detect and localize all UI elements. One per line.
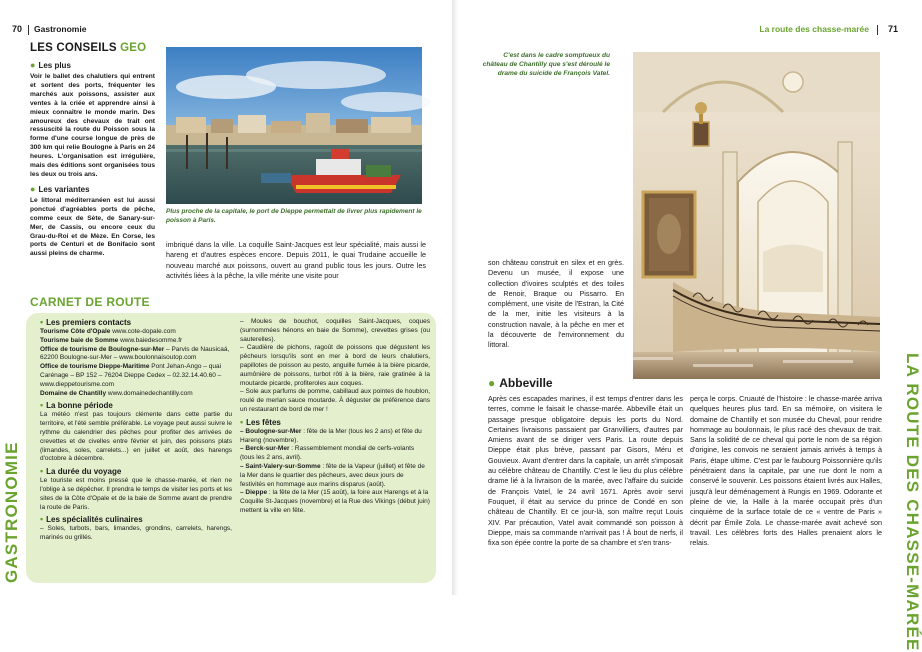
duree-heading-text: La durée du voyage — [46, 467, 122, 477]
fete-item — [240, 463, 430, 489]
carnet-de-route-box — [26, 313, 436, 583]
contact-details: www.baiedesomme.fr — [118, 336, 183, 344]
bullet-dot-icon: ● — [30, 60, 36, 70]
contacts-heading-text: Les premiers contacts — [46, 318, 132, 327]
plus-heading-text: Les plus — [38, 61, 71, 70]
specialite-item: – Caudière de pichons, ragoût de poissons que dégustent les pêcheurs lorsqu'ils sont en mer à bord de leurs chalutiers, papillotes de poisson au pesto, anguille fumée à la bière picarde, aumônière de poissons, turbot rôti à la bière, raie gratinée à la moutarde picarde, profiteroles aux coques. — [240, 344, 430, 387]
fete-town: – Saint-Valery-sur-Somme — [240, 462, 321, 470]
fete-town: – Boulogne-sur-Mer — [240, 427, 302, 435]
bullet-dot-icon: ● — [488, 376, 496, 390]
body-text-right-top: son château construit en silex et en grès. Devenu un musée, il expose une collection d'ivoires sculptés et des toiles de Renoir, Braque ou Pissarro. En complément, une visite de l'Estran, la Cité de la mer, initie les visiteurs à la construction navale, à la pêche en mer et la découverte de l'environnement du littoral. — [488, 258, 624, 350]
periode-heading-text: La bonne période — [46, 401, 113, 411]
side-label-route: LA ROUTE DES CHASSE-MARÉE — [903, 353, 922, 652]
carnet-column-1 — [40, 317, 232, 543]
header-divider — [877, 25, 878, 35]
fete-details: : Rassemblement mondial de cerfs-volants (tous les 2 ans, avril). — [240, 445, 415, 462]
left-section-name: Gastronomie — [34, 24, 87, 34]
right-section-name: La route des chasse-marée — [759, 24, 869, 34]
contact-details: Pont Jehan-Ango – quai Carénage – BP 152 – 76204 Dieppe Cedex – 02.32.14.40.60 – www.dieppetourisme.com — [40, 363, 222, 388]
contacts-heading — [40, 317, 232, 328]
contact-details: – Parvis de Nausicaá, 62200 Boulogne-sur-Mer – www.boulonnaisoutop.com — [40, 345, 230, 362]
dieppe-photo-caption: Plus proche de la capitale, le port de Dieppe permettait de livrer plus rapidement le poisson à Paris. — [166, 208, 422, 224]
plus-text: Voir le ballet des chalutiers qui entrent et sortent des ports, fréquenter les marchés aux poissons, assister aux ventes à la criée et apprendre ainsi à mieux connaître le monde marin. Des amoureux des chevaux de trait ont ressuscité la route du Poisson sous la forme d'une course longue de près de 300 km qui relie Boulogne à Paris en 24 heures. L'organisation est irrégulière, mais des éditions sont organisées tous les deux ou trois ans. — [30, 73, 155, 178]
bullet-dot-icon: • — [40, 400, 44, 411]
carnet-title: CARNET DE ROUTE — [30, 295, 150, 309]
contact-item — [40, 328, 232, 337]
duree-text: Le touriste est moins pressé que le chasse-marée, et rien ne l'oblige à se dépêcher. Il prendra le temps de visiter les ports et les sites de la Côte d'Opale et de la baie de Somme avant de prendre la route de Paris. — [40, 477, 232, 511]
contact-name: Domaine de Chantilly — [40, 389, 107, 397]
carnet-column-2 — [240, 318, 430, 516]
fete-town: – Berck-sur-Mer — [240, 445, 290, 453]
plus-heading — [30, 60, 155, 71]
bullet-dot-icon: ● — [30, 183, 36, 194]
abbeville-heading-text: Abbeville — [499, 376, 553, 390]
contact-name: Tourisme Côte d'Opale — [40, 328, 111, 335]
fetes-heading-text: Les fêtes — [246, 417, 281, 427]
right-page-header — [759, 22, 898, 36]
fete-item — [240, 428, 430, 446]
contact-details: www.domainedechantilly.com — [106, 389, 193, 397]
contact-item — [40, 363, 232, 389]
abbeville-heading — [488, 376, 553, 390]
abbeville-text-col1: Après ces escapades marines, il est temps d'entrer dans les terres, comme le faisait le chasse-marée. Abbeville était un passage presque obligatoire depuis les ports du Nord. Certaines livraisons passaient par Granvilliers, d'autres par Amiens avant de se diriger vers Paris. La route depuis Dieppe était plus brève, passant par Gisors, Méru et Gouvieux. Avant d'entrer dans la capitale, un arrêt s'imposait au célèbre château de Chantilly. C'est le lieu du plus célèbre drame lié à la livraison de la marée, avec l'affaire du suicide de François Vatel, le 24 avril 1671. Après avoir servi Fouquet, il était au service du prince de Condé en son château de Chantilly. Et ce jour-là, son maître reçut Louis XIV. Par précaution, Vatel avait commandé son poisson à Dieppe, mais sa commande n'arrivait pas ! À bout de nerfs, il fixa son épée contre la porte de sa chambre et s'en trans- — [488, 394, 683, 548]
dieppe-port-illustration — [166, 47, 422, 204]
conseils-title-geo: GEO — [120, 42, 147, 54]
left-page-header — [12, 22, 86, 36]
specialite-item: – Sole aux parfums de pomme, cabillaud aux pointes de houblon, roulé de merlan sauce moutarde. À déguster de préférence dans un restaurant de bord de mer ! — [240, 388, 430, 413]
duree-heading — [40, 466, 232, 477]
abbeville-text-col2: perça le corps. Cruauté de l'histoire : le chasse-marée arriva quelques heures plus tard. En sa mémoire, on visitera le domaine de Chantilly et son musée du Cheval, pour rendre hommage au boulonnais, le plus racé des chevaux de trait. Sans la solidité de ce cheval qui porte le nom de sa région d'origine, les convois ne seraient jamais arrivés à temps à Paris, étape ultime. C'est par le faubourg Poissonnière qu'ils pénétraient dans la capitale, par une rue dont le nom a conservé le souvenir. Les poissons étaient livrés aux Halles, jusqu'à leur déménagement à Rungis en 1969. Odorante et pleine de vie, la Halle à la marée occupait près d'un cinquième de la surface totale de ce « ventre de Paris » décrit par Émile Zola. Le chasse-marée avait achevé son travail. Les célèbres forts des Halles prenaient alors le relais. — [690, 394, 882, 548]
chantilly-interior-illustration — [633, 52, 880, 379]
chantilly-chateau-photo — [633, 52, 880, 379]
body-text-left: imbriqué dans la ville. La coquille Saint-Jacques est leur spécialité, mais aussi le hareng et d'autres espèces encore. Depuis 2011, le quai Trudaine accueille le nouveau marché aux poissons, ouvert au grand public tous les jours. Outre les activités liées à la pêche, la ville mérite une visite pour — [166, 240, 426, 280]
conseils-title — [30, 42, 146, 54]
variantes-heading — [30, 184, 155, 195]
bullet-dot-icon: • — [40, 514, 44, 525]
fete-details: : la fête de la Mer (15 août), la foire aux Harengs et à la Coquille St-Jacques (novembre) et la Rue des Vikings (début juin) mettent la ville en fête. — [240, 489, 430, 514]
specialites-heading-text: Les spécialités culinaires — [46, 515, 143, 525]
bullet-dot-icon: • — [40, 317, 44, 327]
side-label-gastronomie: GASTRONOMIE — [2, 441, 21, 583]
page-gutter — [452, 0, 458, 595]
specialite-item: – Moules de bouchot, coquilles Saint-Jacques, coques (surnommées hénons en baie de Somme), crevettes grises (ou sauterelles). — [240, 318, 430, 343]
contact-item — [40, 337, 232, 346]
contact-name: Office de tourisme Dieppe-Maritime — [40, 363, 150, 371]
fete-town: – Dieppe — [240, 489, 268, 497]
fete-details: : fête de la Mer (tous les 2 ans) et fête du Hareng (novembre). — [240, 427, 422, 444]
bullet-dot-icon: • — [40, 466, 44, 477]
variantes-heading-text: Les variantes — [38, 184, 90, 194]
contact-item — [40, 390, 232, 399]
contact-details: www.cote-dopale.com — [110, 328, 176, 335]
fete-details: : fête de la Vapeur (juillet) et fête de la Mer dans le quartier des pêcheurs, avec deux jours de festivités en hommage aux marins disparus (août). — [240, 462, 425, 488]
conseils-title-text: LES CONSEILS — [30, 42, 121, 54]
contact-name: Tourisme baie de Somme — [40, 336, 119, 344]
header-divider — [28, 25, 29, 35]
dieppe-port-photo — [166, 47, 422, 204]
periode-heading — [40, 400, 232, 411]
left-page-number: 70 — [12, 24, 23, 34]
specialite-item: – Soles, turbots, bars, limandes, grondins, carrelets, harengs, marinés ou grillés. — [40, 525, 232, 542]
fete-item — [240, 489, 430, 515]
fetes-heading — [240, 417, 430, 428]
specialites-heading — [40, 514, 232, 525]
conseils-column — [30, 60, 155, 259]
chantilly-photo-caption: C'est dans le cadre somptueux du château de Chantilly que s'est déroulé le drame du suicide de François Vatel. — [482, 52, 610, 77]
bullet-dot-icon: • — [240, 416, 244, 427]
periode-text: La météo n'est pas toujours clémente dans cette partie du territoire, et l'été semble préférable. Le voyage peut aussi suivre le rythme du calendrier des pêches pour profiter des arrivées de crevettes et de civelles entre février et juin, des poissons plats (limandes, soles, carrelets...) en juillet et août, des harengs d'octobre à décembre. — [40, 411, 232, 463]
right-page-number: 71 — [887, 24, 898, 34]
contact-item — [40, 346, 232, 364]
variantes-text: Le littoral méditerranéen est lui aussi ponctué d'agréables ports de pêche, comme ceux de Sète, de Sanary-sur-Mer, de Cassis, ou encore ceux du Grau-du-Roi et de Mèze. En Corse, les ports de Centuri et de Bonifacio sont aussi pleins de charme. — [30, 196, 155, 258]
contact-name: Office de tourisme de Boulogne-sur-Mer — [40, 345, 165, 353]
fete-item — [240, 445, 430, 463]
